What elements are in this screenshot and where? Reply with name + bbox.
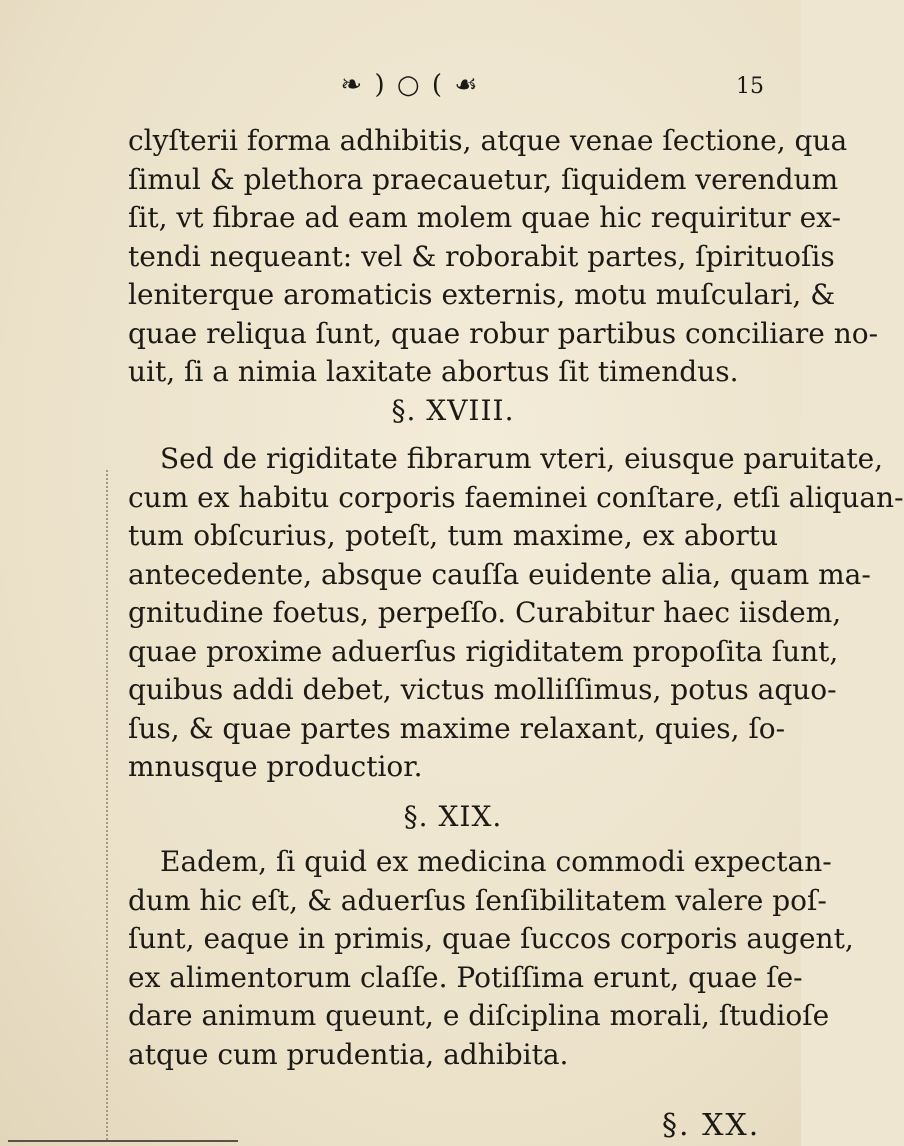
- paragraph-line: Eadem, ſi quid ex medicina commodi expectan-: [160, 845, 832, 878]
- paragraph-line: quibus addi debet, victus molliſſimus, potus aquo-: [128, 673, 837, 706]
- bottom-rule: [8, 1140, 238, 1142]
- paragraph-1: [128, 122, 879, 392]
- paragraph-line: cum ex habitu corporis faeminei conſtare, etſi aliquan-: [128, 480, 904, 514]
- paragraph-line: ſit, vt fibrae ad eam molem quae hic requiritur ex-: [128, 201, 841, 234]
- paragraph-line: gnitudine foetus, perpeſſo. Curabitur haec iisdem,: [128, 596, 842, 629]
- paragraph-line: clyſterii forma adhibitis, atque venae ſectione, qua: [128, 124, 848, 157]
- paragraph-line: mnusque productior.: [128, 750, 423, 783]
- gutter-shadow: [106, 470, 111, 1140]
- paragraph-line: ſimul & plethora praecauetur, ſiquidem verendum: [128, 162, 839, 196]
- paragraph-line: ſus, & quae partes maxime relaxant, quies, ſo-: [128, 711, 786, 745]
- paragraph-line: leniterque aromaticis externis, motu muſculari, &: [128, 278, 836, 311]
- paragraph-line: atque cum prudentia, adhibita.: [128, 1037, 569, 1071]
- paragraph-line: dum hic eſt, & aduerſus ſenſibilitatem valere poſ-: [128, 883, 827, 917]
- paragraph-line: uit, ſi a nimia laxitate abortus ſit timendus.: [128, 355, 739, 388]
- paragraph-line: quae proxime aduerſus rigiditatem propoſita ſunt,: [128, 634, 839, 668]
- running-head-ornament: ❧ ) ○ ( ☙: [340, 70, 480, 100]
- paragraph-line: dare animum queunt, e diſciplina morali, ſtudioſe: [128, 999, 830, 1032]
- paragraph-2: [128, 440, 904, 787]
- running-head: [0, 70, 801, 110]
- paragraph-line: antecedente, absque cauſſa euidente alia, quam ma-: [128, 557, 871, 591]
- paragraph-line: tendi nequeant: vel & roborabit partes, ſpirituoſis: [128, 239, 835, 273]
- section-heading-18: §. XVIII.: [391, 394, 515, 427]
- paragraph-line: ex alimentorum claſſe. Potiſſima erunt, quae ſe-: [128, 960, 803, 994]
- catchword: §. XX.: [662, 1108, 761, 1143]
- paragraph-line: tum obſcurius, poteſt, tum maxime, ex abortu: [128, 519, 778, 552]
- section-heading-19: §. XIX.: [403, 800, 503, 833]
- paragraph-line: Sed de rigiditate fibrarum vteri, eiusque paruitate,: [160, 442, 884, 475]
- paragraph-3: [128, 843, 854, 1074]
- page-number: 15: [736, 74, 764, 99]
- paragraph-line: quae reliqua ſunt, quae robur partibus conciliare no-: [128, 316, 879, 350]
- paragraph-line: ſunt, eaque in primis, quae ſuccos corporis augent,: [128, 922, 854, 955]
